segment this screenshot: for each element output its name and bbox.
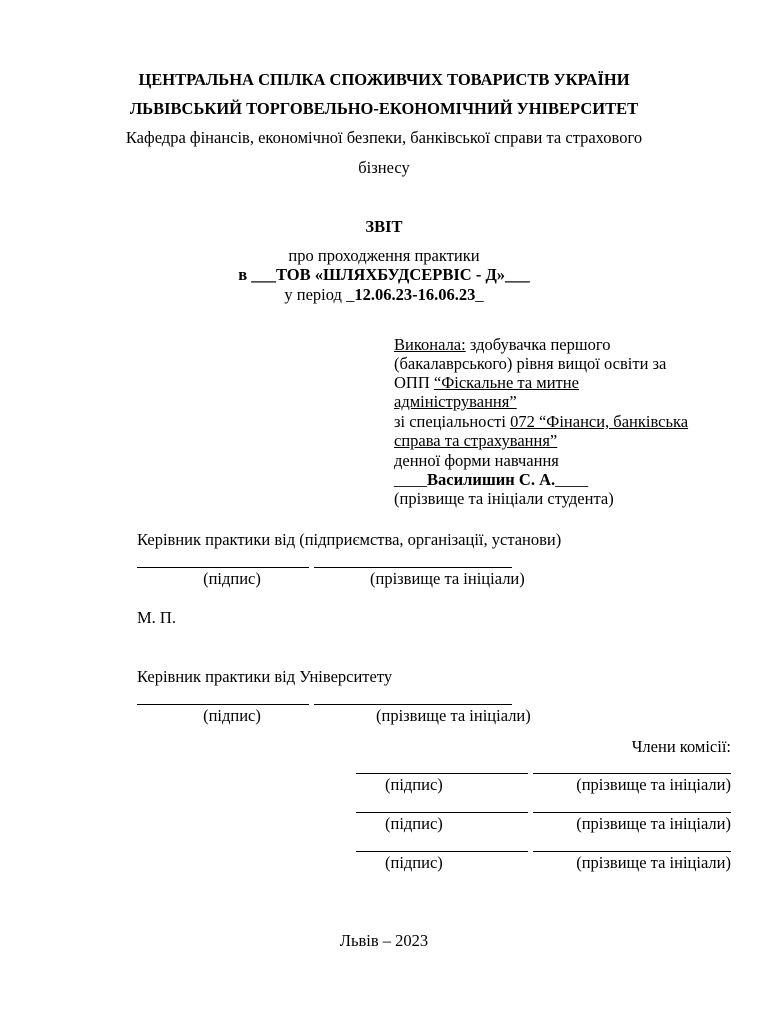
report-subtitle: про проходження практики xyxy=(288,246,480,265)
report-title: ЗВІТ xyxy=(365,217,403,236)
company-name: ТОВ «ШЛЯХБУДСЕРВІС - Д» xyxy=(275,265,506,284)
name-prefix: ____ xyxy=(394,470,427,489)
student-line-2: (бакалаврського) рівня вищої освіти за xyxy=(394,354,667,373)
place-prefix: в ___ xyxy=(238,265,276,284)
performed-rest: здобувачка першого xyxy=(465,335,611,354)
company-signature-line xyxy=(137,567,309,568)
commission-name-caption-2: (прізвище та ініціали) xyxy=(576,814,731,833)
student-specialty-line xyxy=(394,412,688,432)
university-signature-line xyxy=(137,704,309,705)
student-line-1 xyxy=(394,335,610,355)
company-name-caption: (прізвище та ініціали) xyxy=(370,569,525,588)
specialty-prefix: зі спеціальності xyxy=(394,412,511,431)
university-supervisor-label: Керівник практики від Університету xyxy=(137,667,393,686)
commission-name-line-3 xyxy=(533,851,731,852)
department-line-2: бізнесу xyxy=(358,158,410,177)
city-year: Львів – 2023 xyxy=(339,931,429,950)
period-prefix: у період _ xyxy=(284,285,355,304)
study-form: денної форми навчання xyxy=(394,451,559,470)
period-suffix: _ xyxy=(475,285,484,304)
commission-signature-line-3 xyxy=(356,851,528,852)
org-title: ЦЕНТРАЛЬНА СПІЛКА СПОЖИВЧИХ ТОВАРИСТВ УКРАЇНИ xyxy=(138,70,630,89)
program-name-1: “Фіскальне та митне xyxy=(433,373,579,392)
company-signature-caption: (підпис) xyxy=(203,569,261,588)
commission-signature-caption-3: (підпис) xyxy=(385,853,443,872)
commission-signature-line-1 xyxy=(356,773,528,774)
report-period xyxy=(0,285,768,305)
university-title: ЛЬВІВСЬКИЙ ТОРГОВЕЛЬНО-ЕКОНОМІЧНИЙ УНІВЕРСИТЕТ xyxy=(129,99,639,118)
company-supervisor-label: Керівник практики від (підприємства, організації, установи) xyxy=(137,530,562,549)
seal-mark: М. П. xyxy=(137,608,176,627)
commission-signature-caption-1: (підпис) xyxy=(385,775,443,794)
commission-name-caption-1: (прізвище та ініціали) xyxy=(576,775,731,794)
commission-name-caption-3: (прізвище та ініціали) xyxy=(576,853,731,872)
university-signature-caption: (підпис) xyxy=(203,706,261,725)
university-name-caption: (прізвище та ініціали) xyxy=(376,706,531,725)
company-name-line xyxy=(314,567,512,568)
university-name-line xyxy=(314,704,512,705)
student-name: Василишин С. А. xyxy=(427,470,556,489)
student-line-3 xyxy=(394,373,579,393)
name-suffix: ____ xyxy=(555,470,589,489)
period-dates: 12.06.23-16.06.23 xyxy=(354,285,476,304)
specialty-name-2: справа та страхування” xyxy=(394,431,558,450)
program-prefix: ОПП xyxy=(394,373,434,392)
department-line-1: Кафедра фінансів, економічної безпеки, банківської справи та страхового xyxy=(125,128,643,147)
performed-label: Виконала: xyxy=(394,335,466,354)
commission-name-line-2 xyxy=(533,812,731,813)
commission-label: Члени комісії: xyxy=(631,737,731,756)
place-suffix: ___ xyxy=(505,265,530,284)
commission-signature-line-2 xyxy=(356,812,528,813)
commission-name-line-1 xyxy=(533,773,731,774)
commission-signature-caption-2: (підпис) xyxy=(385,814,443,833)
student-name-line xyxy=(394,470,588,490)
report-place xyxy=(0,265,768,285)
specialty-name-1: 072 “Фінанси, банківська xyxy=(510,412,689,431)
program-name-2: адміністрування” xyxy=(394,392,517,411)
student-name-caption: (прізвище та ініціали студента) xyxy=(394,489,614,508)
